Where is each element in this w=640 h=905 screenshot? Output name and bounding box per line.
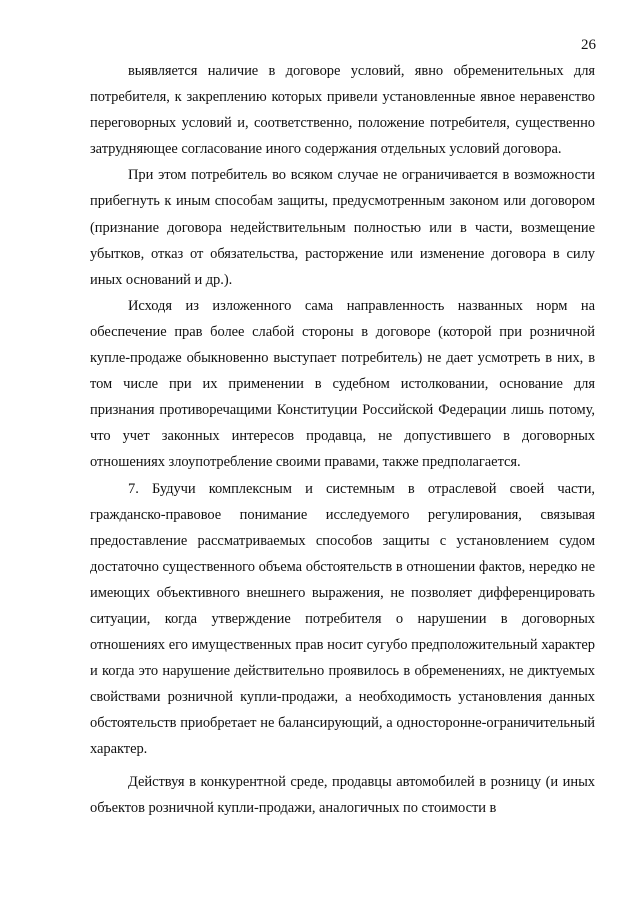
page-number: 26 [581, 37, 596, 53]
document-body [90, 58, 595, 821]
paragraph-1: выявляется наличие в договоре условий, явно обременительных для потребителя, к закреплению которых привели установленные явное неравенство переговорных условий и, соответственно, положение потребителя, существенно затрудняющее согласование иного содержания отдельных условий договора. [90, 63, 595, 158]
paragraph-2: При этом потребитель во всяком случае не ограничивается в возможности прибегнуть к иным способам защиты, предусмотренным законом или договором (признание договора недействительным полностью или в части, возмещение убытков, отказ от обязательства, расторжение или изменение договора в силу иных оснований и др.). [90, 167, 595, 288]
paragraph-3: Исходя из изложенного сама направленность названных норм на обеспечение прав более слабой стороны в договоре (которой при розничной купле-продаже обыкновенно выступает потребитель) не дает усмотреть в них, в том числе при их применении в судебном истолковании, основание для признания противоречащими Конституции Российской Федерации лишь потому, что учет законных интересов продавца, не допустившего в договорных отношениях злоупотребление своими правами, также предполагается. [90, 297, 595, 471]
paragraph-4: 7. Будучи комплексным и системным в отраслевой своей части, гражданско-правовое понимание исследуемого регулирования, связывая предоставление рассматриваемых способов защиты с установлением судом достаточно существенного объема обстоятельств в отношении фактов, нередко не имеющих объективного внешнего выражения, не позволяет дифференцировать ситуации, когда утверждение потребителя о нарушении в договорных отношениях его имущественных прав носит сугубо предположительный характер и когда это нарушение действительно проявилось в обременениях, не диктуемых свойствами розничной купли-продажи, а необходимость установления данных обстоятельств приобретает не балансирующий, а односторонне-ограничительный характер. [90, 480, 595, 758]
paragraph-5: Действуя в конкурентной среде, продавцы автомобилей в розницу (и иных объектов розничной купли-продажи, аналогичных по стоимости в [90, 773, 595, 816]
